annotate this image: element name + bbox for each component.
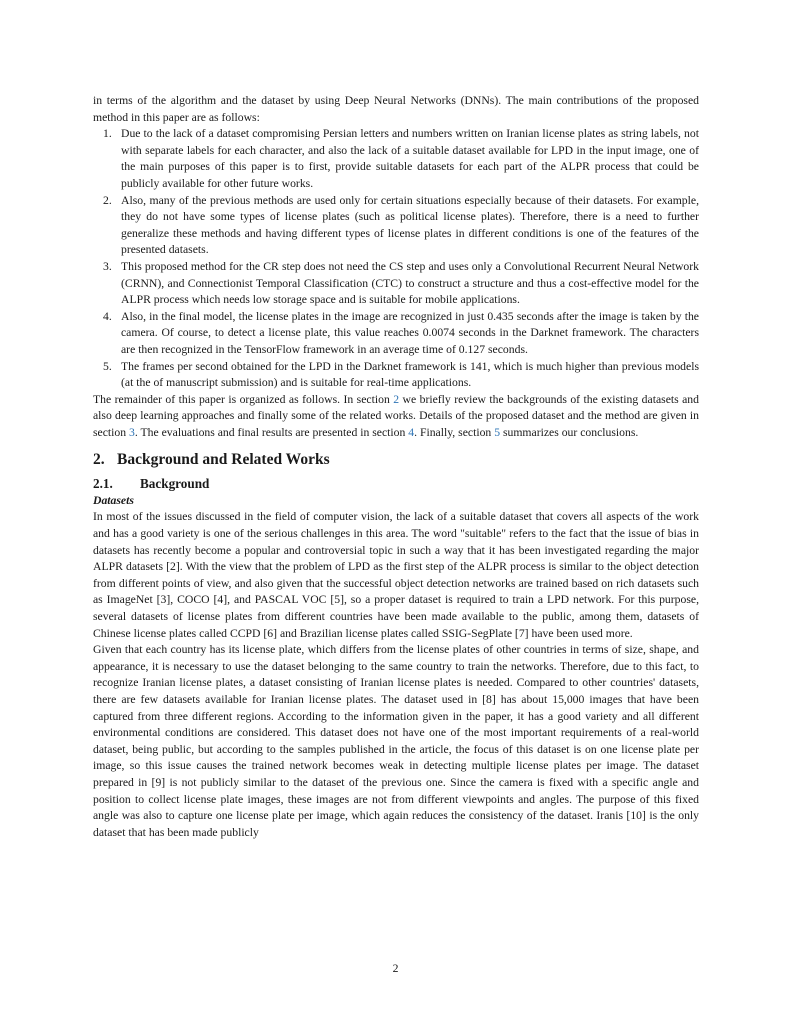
list-item-text: The frames per second obtained for the LPD in the Darknet framework is 141, which is much higher than previous models (at the of manuscript submission) and is suitable for real-time applications. bbox=[121, 359, 699, 390]
subsection-title: Background bbox=[140, 476, 210, 492]
list-item-text: Also, in the final model, the license plates in the image are recognized in just 0.435 seconds after the image is taken by the camera. Of course, to detect a license plate, this value reaches 0.0074 seconds in the Darknet framework. The characters are then recognized in the TensorFlow framework in an average time of 0.127 seconds. bbox=[121, 309, 699, 356]
list-item bbox=[93, 309, 699, 359]
list-item bbox=[93, 359, 699, 392]
list-number: 1. bbox=[103, 127, 112, 141]
list-item-text: Due to the lack of a dataset compromising Persian letters and numbers written on Iranian license plates as string labels, not with separate labels for each character, and also the lack of a suitable dataset available for LPD in the input image, one of the main purposes of this paper is to first, provide suitable datasets for each part of the ALPR process that could be publicly available for other future works. bbox=[121, 127, 699, 190]
page-number: 2 bbox=[392, 962, 399, 975]
contributions-list bbox=[93, 126, 699, 392]
list-number: 5. bbox=[103, 359, 112, 373]
section-4-link[interactable]: 4 bbox=[408, 425, 415, 439]
list-item-text: Also, many of the previous methods are used only for certain situations especially because of their datasets. For example, they do not have some types of license plates (such as political license plates). Therefore, there is a need to further generalize these methods and having different types of license plates in different conditions is one of the features of the presented datasets. bbox=[121, 193, 699, 257]
section-2-link[interactable]: 2 bbox=[393, 392, 400, 406]
datasets-heading: Datasets bbox=[93, 494, 134, 508]
list-number: 3. bbox=[103, 259, 112, 273]
subsection-heading bbox=[93, 475, 699, 493]
list-number: 4. bbox=[103, 309, 112, 323]
datasets-paragraph-2: Given that each country has its license plate, which differs from the license plates of other countries in terms of size, shape, and appearance, it is necessary to use the dataset belonging to the same country to train the networks. Therefore, due to this fact, to recognize Iranian license plates, a dataset consisting of Iranian license plates is needed. Compared to other countries' datasets, there are few datasets available for Iranian license plates. The dataset used in [8] has about 15,000 images that have been captured from three different regions. According to the information given in the paper, it has a good variety and all different environmental conditions are considered. This dataset does not have one of the most important requirements of a real-world dataset, being public, but according to the samples published in the article, the focus of this dataset is on one license plate per image, so this issue causes the trained network becomes weak in detecting multiple license plates per image. The dataset prepared in [9] is not publicly similar to the dataset of the previous one. Since the camera is fixed with a specific angle and position to collect license plate images, these images are not from different viewpoints and angles. The purpose of this fixed angle was also to capture one license plate per image, which again reduces the consistency of the dataset. Iranis [10] is the only dataset that has been made publicly bbox=[93, 643, 699, 839]
section-number: 2. bbox=[93, 451, 105, 469]
remainder-text: we briefly review the backgrounds of the existing datasets and also deep learning approaches and finally some of the related works. Details of the proposed dataset and the method are given in section bbox=[93, 392, 699, 439]
section-5-link[interactable]: 5 bbox=[494, 425, 501, 439]
section-3-link[interactable]: 3 bbox=[129, 425, 135, 439]
page-body bbox=[93, 93, 699, 841]
list-item bbox=[93, 259, 699, 309]
section-title: Background and Related Works bbox=[117, 451, 330, 469]
remainder-text: . The evaluations and final results are presented in section bbox=[134, 425, 409, 439]
remainder-text: The remainder of this paper is organized as follows. In section bbox=[93, 392, 394, 406]
section-heading bbox=[93, 449, 699, 471]
list-item-text: This proposed method for the CR step does not need the CS step and uses only a Convolutional Recurrent Neural Network (CRNN), and Connectionist Temporal Classification (CTC) to construct a structure and thus a cost-effective model for the ALPR process which needs low storage space and is suitable for mobile applications. bbox=[121, 259, 699, 307]
remainder-text: summarizes our conclusions. bbox=[500, 425, 639, 439]
remainder-text: . Finally, section bbox=[414, 425, 495, 439]
list-item bbox=[93, 193, 699, 259]
remainder-paragraph bbox=[93, 392, 699, 442]
list-number: 2. bbox=[103, 193, 112, 207]
intro-paragraph: in terms of the algorithm and the dataset by using Deep Neural Networks (DNNs). The main contributions of the proposed method in this paper are as follows: bbox=[93, 94, 699, 124]
list-item bbox=[93, 126, 699, 192]
datasets-paragraph-1: In most of the issues discussed in the field of computer vision, the lack of a suitable dataset that covers all aspects of the work and has a good variety is one of the serious challenges in this area. The word "suitable" refers to the fact that the issue of bias in datasets has recently become a popular and controversial topic in such a way that it has been investigated regarding the major ALPR datasets [2]. With the view that the problem of LPD as the first step of the ALPR process is similar to the object detection from different points of view, and also given that the successful object detection networks are trained based on rich datasets such as ImageNet [3], COCO [4], and PASCAL VOC [5], so a proper dataset is required to train a LPD network. For this purpose, several datasets of license plates from different countries have been made available to the public, among them, datasets of Chinese license plates called CCPD [6] and Brazilian license plates called SSIG-SegPlate [7] have been used more. bbox=[93, 510, 699, 640]
subsection-number: 2.1. bbox=[93, 476, 113, 492]
